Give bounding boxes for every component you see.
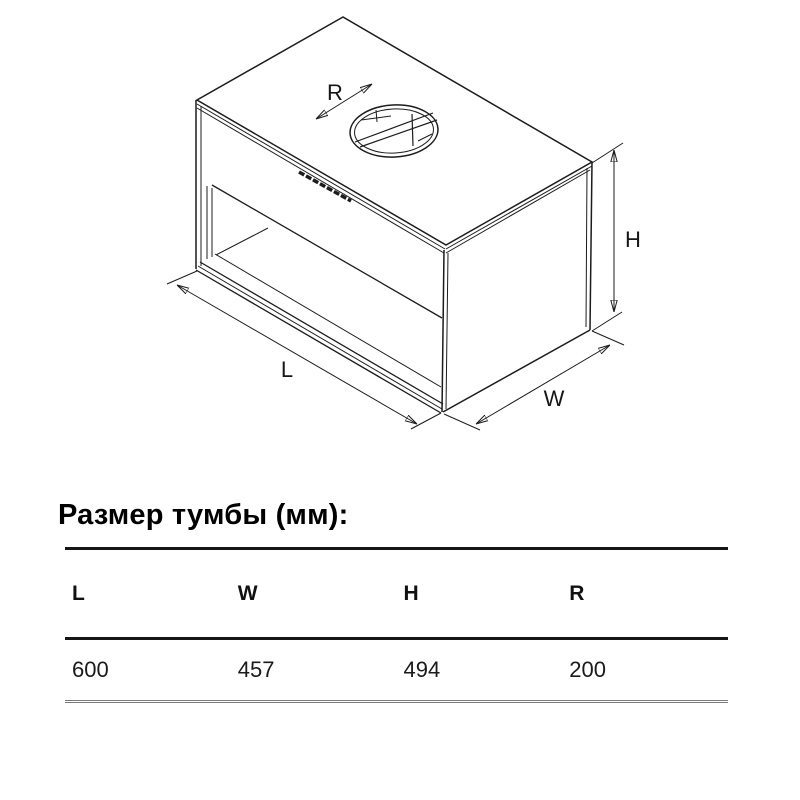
col-header-w: W [231,549,397,639]
sink-hole [349,103,440,160]
dimension-label-l: L [280,357,294,382]
col-header-h: H [397,549,563,639]
value-w: 457 [231,639,397,702]
col-header-l: L [65,549,231,639]
value-l: 600 [65,639,231,702]
dimensions-section [58,499,730,703]
dimension-label-h: H [625,227,641,252]
value-h: 494 [397,639,563,702]
dimension-height [592,143,641,331]
cabinet-body [196,17,592,413]
col-header-r: R [562,549,728,639]
dimension-width [444,331,624,430]
dimension-label-w: W [543,386,565,411]
dimensions-table [65,547,728,703]
table-title: Размер тумбы (мм): [58,499,349,531]
dimension-label-r: R [327,80,343,105]
table-header-row [65,549,728,639]
table-row [65,639,728,702]
value-r: 200 [562,639,728,702]
dimension-length [167,271,441,429]
